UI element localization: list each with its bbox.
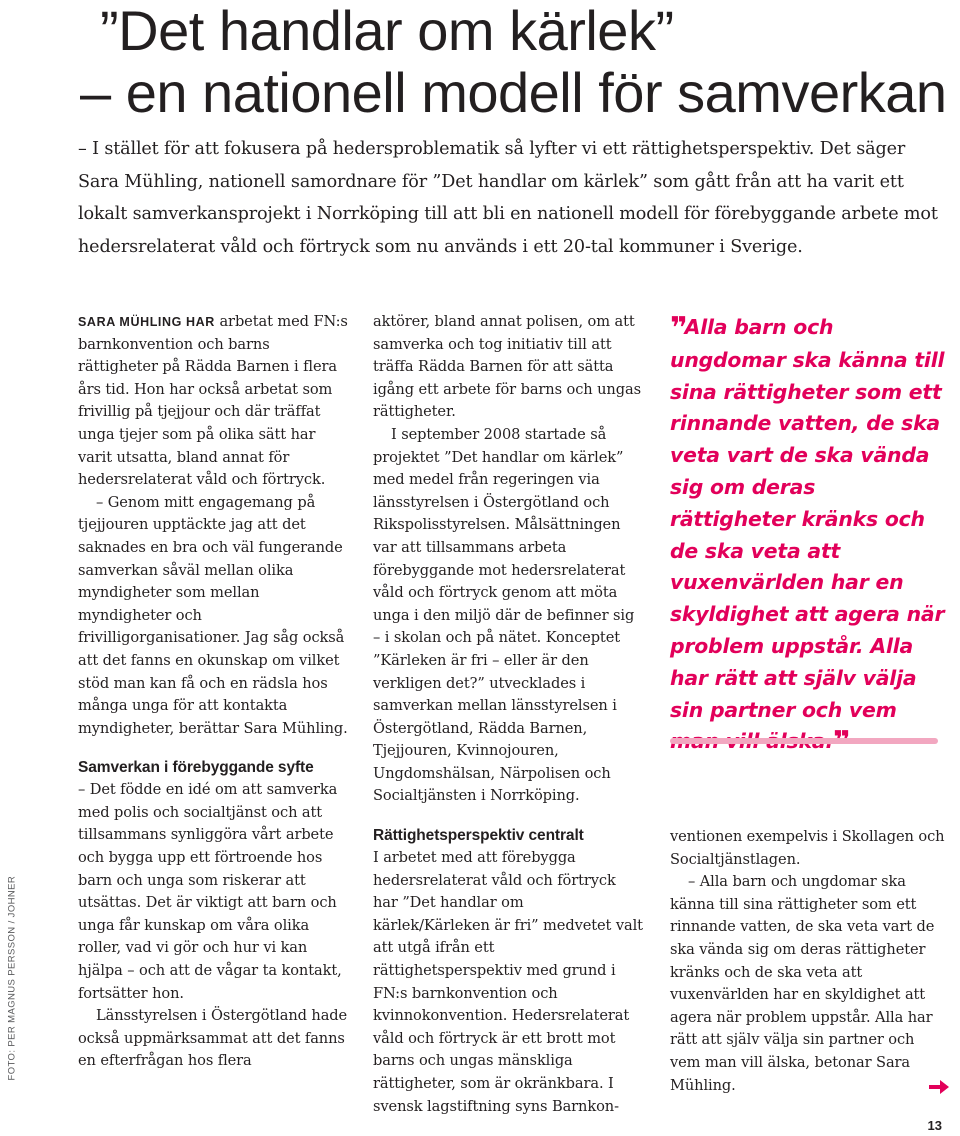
col1-paragraph-1-text: arbetat med FN:s barnkonvention och barns rättigheter på Rädda Barnen i flera års tid. Hon har också arbetat som frivillig på tjejjour och där träffat unga tjejer som på olika sätt har varit utsatta, bland annat för hedersrelaterat våld och förtryck. — [78, 313, 348, 489]
column-2 — [373, 311, 643, 1118]
page-number: 13 — [927, 1118, 942, 1133]
col1-paragraph-4: Länsstyrelsen i Östergötland hade också uppmärksammat att det fanns en efterfrågan hos flera — [78, 1007, 348, 1070]
col3-paragraph-2: – Alla barn och ungdomar ska känna till sina rättigheter som ett rinnande vatten, de ska veta vart de ska vända sig om deras rättigheter kränks och de ska veta att vuxenvärlden har en skyldighet att agera när problem uppstår. Alla har rätt att själv välja sin partner och vem man vill älska, betonar Sara Mühling. — [670, 873, 935, 1094]
quote-open-icon: ❞ — [670, 311, 685, 346]
col2-paragraph-2: I september 2008 startade så projektet ”Det handlar om kärlek” med medel från regeringen via länsstyrelsen i Östergötland och Rikspolisstyrelsen. Målsättningen var att tillsammans arbeta förebyggande mot hedersrelaterat våld och förtryck genom att möta unga i den miljö där de befinner sig – i skolan och på nätet. Konceptet ”Kärleken är fri – eller är den verkligen det?” utvecklades i samverkan mellan länsstyrelsen i Östergötland, Rädda Barnen, Tjejjouren, Kvinnojouren, Ungdomshälsan, Närpolisen och Socialtjänsten i Norrköping. — [373, 425, 635, 805]
col1-paragraph-3: – Det födde en idé om att samverka med polis och socialtjänst och att tillsammans synliggöra vårt arbete och bygga upp ett förtroende hos barn och unga som riskerar att utsättas. Det är viktigt att barn och unga får kunskap om våra olika roller, vad vi gör och hur vi kan hjälpa – och att de vågar ta kontakt, fortsätter hon. — [78, 781, 342, 1002]
pull-quote — [670, 312, 945, 759]
col2-paragraph-1: aktörer, bland annat polisen, om att samverka och tog initiativ till att träffa Rädda Barnen för att sätta igång ett arbete för barns och ungas rättigheter. — [373, 313, 641, 421]
col1-paragraph-1 — [78, 311, 348, 492]
article-title — [80, 0, 950, 124]
col2-subheading: Rättighetsperspektiv centralt — [373, 827, 584, 845]
col3-paragraph-1: ventionen exempelvis i Skollagen och Socialtjänstlagen. — [670, 828, 945, 868]
col1-paragraph-2: – Genom mitt engagemang på tjejjouren upptäckte jag att det saknades en bra och väl fungerande samverkan såväl mellan olika myndigheter som mellan myndigheter och frivilligorganisationer. Jag såg också att det fanns en okunskap om vilket stöd man kan få och en rädsla hos många unga för att kontakta myndigheter, berättar Sara Mühling. — [78, 493, 348, 737]
title-line-2: – en nationell modell för samverkan — [80, 61, 947, 124]
column-1 — [78, 311, 348, 1073]
lead-paragraph — [78, 133, 940, 263]
col2-paragraph-3: I arbetet med att förebygga hedersrelaterat våld och förtryck har ”Det handlar om kärlek/Kärleken är fri” medvetet valt att utgå ifrån ett rättighetsperspektiv med grund i FN:s barnkonvention och kvinnokonvention. Hedersrelaterat våld och förtryck är ett brott mot barns och ungas mänskliga rättigheter, som är okränkbara. I svensk lagstiftning syns Barnkon- — [373, 849, 643, 1115]
lead-text: – I stället för att fokusera på hedersproblematik så lyfter vi ett rättighetsperspektiv. Det säger Sara Mühling, nationell samordnare för ”Det handlar om kärlek” som gått från att ha varit ett lokalt samverkansprojekt i Norrköping till att bli en nationell modell för förebyggande arbete mot hedersrelaterat våld och förtryck som nu används i ett 20-tal kommuner i Sverige. — [78, 139, 938, 257]
pull-quote-text: Alla barn och ungdomar ska känna till sina rättigheter som ett rinnande vatten, de ska veta vart de ska vända sig om deras rättigheter kränks och de ska veta att vuxenvärlden har en skyldighet att agera när problem uppstår. Alla har rätt att själv välja sin partner och vem — [670, 315, 945, 722]
quote-divider — [670, 738, 938, 744]
column-3 — [670, 826, 945, 1097]
continue-arrow-icon — [928, 1078, 950, 1096]
photo-credit: FOTO: PER MAGNUS PERSSON / JOHNER — [6, 875, 18, 1081]
col1-lead-in: SARA MÜHLING HAR — [78, 315, 215, 329]
col1-subheading: Samverkan i förebyggande syfte — [78, 759, 314, 777]
title-line-1: ”Det handlar om kärlek” — [100, 0, 674, 62]
